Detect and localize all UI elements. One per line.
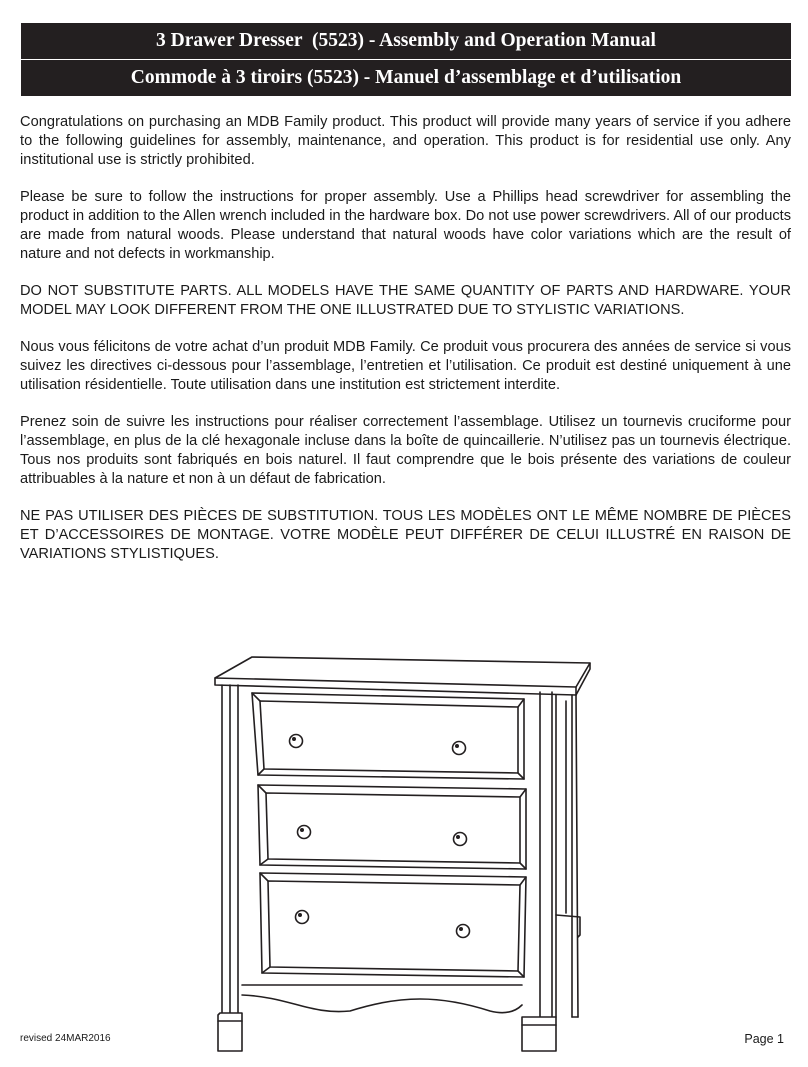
paragraph-warning-en: DO NOT SUBSTITUTE PARTS. ALL MODELS HAVE THE SAME QUANTITY OF PARTS AND HARDWARE. YOUR MODEL MAY LOOK DIFFERENT FROM THE ONE ILLUSTRATED DUE TO STYLISTIC VARIATIONS. [20, 283, 791, 318]
dresser-illustration [200, 645, 600, 1055]
dresser-side-panel [556, 695, 580, 1017]
drawer-2 [258, 785, 526, 869]
dresser-top [215, 657, 590, 695]
title-english: 3 Drawer Dresser (5523) - Assembly and Operation Manual [156, 30, 656, 51]
paragraph-warning-fr: NE PAS UTILISER DES PIÈCES DE SUBSTITUTION. TOUS LES MODÈLES ONT LE MÊME NOMBRE DE PIÈCES ET D’ACCESSOIRES DE MONTAGE. VOTRE MODÈLE PEUT DIFFÉRER DE CELUI ILLUSTRÉ EN RAISON DE VARIATIONS STYLISTIQUES. [20, 508, 791, 562]
dresser-left-post [218, 685, 242, 1051]
page-number: Page 1 [744, 1032, 784, 1046]
paragraph-instructions-en: Please be sure to follow the instructions for proper assembly. Use a Phillips head screwdriver for assembling the product in addition to the Allen wrench included in the hardware box. Do not use power screwdrivers. All of our products are made from natural woods. Please understand that natural woods have color variations which are the result of nature and not defects in workmanship. [20, 189, 791, 262]
dresser-bottom-apron [242, 985, 522, 1013]
intro-text [20, 113, 791, 582]
title-bar-french [21, 60, 791, 96]
paragraph-congratulations-en: Congratulations on purchasing an MDB Family product. This product will provide many years of service if you adhere to the following guidelines for assembly, maintenance, and operation. This product is for residential use only. Any institutional use is strictly prohibited. [20, 114, 791, 168]
drawer-3 [260, 873, 526, 977]
title-bar-english [21, 23, 791, 59]
paragraph-instructions-fr: Prenez soin de suivre les instructions pour réaliser correctement l’assemblage. Utilisez un tournevis cruciforme pour l’assemblage, en plus de la clé hexagonale incluse dans la boîte de quincaillerie. N’utilisez pas un tournevis électrique. Tous nos produits sont fabriqués en bois naturel. Il faut comprendre que le bois présente des variations de couleur attribuables à la nature et non à un défaut de fabrication. [20, 414, 791, 487]
dresser-right-post [522, 692, 556, 1051]
drawer-1 [252, 693, 524, 779]
title-french: Commode à 3 tiroirs (5523) - Manuel d’assemblage et d’utilisation [130, 67, 682, 88]
revision-date: revised 24MAR2016 [20, 1033, 111, 1044]
paragraph-congratulations-fr: Nous vous félicitons de votre achat d’un produit MDB Family. Ce produit vous procurera des années de service si vous suivez les directives ci-dessous pour l’assemblage, l’entretien et l’utilisation. Ce produit est destiné uniquement à une utilisation résidentielle. Toute utilisation dans une institution est strictement interdite. [20, 339, 791, 393]
